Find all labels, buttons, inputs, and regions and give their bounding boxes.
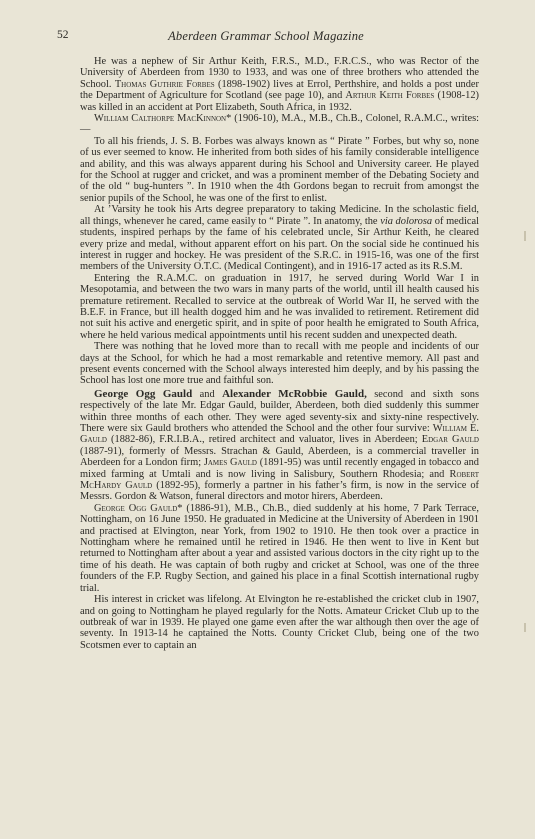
text-run: To all his friends, J. S. B. Forbes was always known as “ Pirate ” Forbes, but why so, none of us ever seemed to know. He inherited from both sides of his family considerable intelligence and ability, and this was always apparent during his School and University career. He played for the School at rugger and cricket, and was a prominent member of the Debating Society and of the old “ bug-hunters ”. In 1910 when the 4th Gordons began to recruit from amongst the senior pupils of the School, he was one of the first to enlist. xyxy=(80,135,479,204)
text-run: At ’Varsity he took his Arts degree preparatory to taking Medicine. In the scholastic field, all things, whenever he cared, came easily to “ Pirate ”. In anatomy, the xyxy=(80,204,479,227)
text-run: (1891-95) was until recently engaged in tobacco and mixed farming at Umtali and is now living in Salisbury, Southern Rhodesia; and xyxy=(80,457,480,480)
text-run: Edgar Gauld xyxy=(421,434,479,446)
text-run: (1892-95), formerly a partner in his father’s firm, is now in the service of Messrs. Gordon & Watson, funeral directors and motor hirers, Aberdeen. xyxy=(80,480,479,503)
text-run: Arthur Keith Forbes xyxy=(345,90,435,102)
text-run: second and sixth sons respectively of the late Mr. Edgar Gauld, builder, Aberdeen, both died suddenly this summer within three months of each other. They were aged seventy-six and sixty-nine respectively. There were six Gauld brothers who attended the School and the other four survive: xyxy=(80,388,480,434)
text-run: Thomas Guthrie Forbes xyxy=(114,78,215,90)
text-run: Alexander McRobbie Gauld, xyxy=(222,387,367,400)
margin-mark xyxy=(524,623,526,632)
text-run: (1898-1902) lives at Errol, Perthshire, and holds a post under the Department of Agriculture for Scotland (see page 10), and xyxy=(80,78,479,102)
text-run: via dolorosa xyxy=(380,215,433,227)
text-run: His interest in cricket was lifelong. At Elvington he re-established the cricket club in 1907, and on going to Nottingham he played regularly for the Notts. Amateur Cricket Club up to the outbreak of war in 1939. He played one game even after the war although then over the age of seventy. In 1913-14 he captained the Notts. County Cricket Club, being one of the two Scotsmen ever to captain an xyxy=(80,594,479,651)
text-run: James Gauld xyxy=(203,457,257,469)
text-run: Entering the R.A.M.C. on graduation in 1917, he served during World War I in Mesopotamia, and between the two wars in many parts of the world, until ill health caused his premature retirement. Recalled to service at the outbreak of World War II, he served with the B.E.F. in France, but ill health dogged him and he was invalided to retirement. Retirement did not suit his active and energetic spirit, and in spite of poor health he emigrated to South Africa, where he held various medical appointments until his recent sudden and unexpected death. xyxy=(80,272,479,341)
text-run: (1882-86), F.R.I.B.A., retired architect and valuator, lives in Aberdeen; xyxy=(106,434,422,446)
text-run: * (1886-91), M.B., Ch.B., died suddenly at his home, 7 Park Terrace, Nottingham, on 16 June 1950. He graduated in Medicine at the University of Aberdeen in 1901 and practised at Elvington, near York, from 1902 to 1910. He then took over a practice in Nottingham where he remained until he retired in 1946. He then went to live in Kent but returned to Nottingham after about a year and assisted various doctors in the city right up to the time of his death. He was captain of both rugby and cricket at School, was one of the three founders of the F.P. Rugby Section, and gained his place in a final Scottish international rugby trial. xyxy=(80,502,480,594)
text-run: and xyxy=(192,388,223,400)
text-run: George Ogg Gauld xyxy=(94,502,178,514)
running-title: Aberdeen Grammar School Magazine xyxy=(168,29,364,43)
text-run: There was nothing that he loved more than to recall with me people and incidents of our days at the School, for which he had a most remarkable and retentive memory. All past and present events concerned with the School always interested him deeply, and by his passing the School has lost one more true and faithful son. xyxy=(80,341,479,387)
text-run: William E. Gauld xyxy=(80,423,479,446)
text-run: He was a nephew of Sir Arthur Keith, F.R.S., M.D., F.R.C.S., who was Rector of the University of Aberdeen from 1930 to 1933, and was one of three brothers who attended the School. xyxy=(80,56,479,90)
text-run: George Ogg Gauld xyxy=(94,387,193,400)
text-run: Robert McHardy Gauld xyxy=(80,468,479,492)
text-run: * (1906-10), M.A., M.B., Ch.B., Colonel, R.A.M.C., writes:— xyxy=(80,113,480,136)
text-run: (1887-91), formerly of Messrs. Strachan & Gauld, Aberdeen, is a commercial traveller in Aberdeen for a London firm; xyxy=(80,445,479,469)
text-run: (1908-12) was killed in an accident at Port Elizabeth, South Africa, in 1932. xyxy=(80,90,479,113)
text-run: of medical students, inspired perhaps by the fame of his celebrated uncle, Sir Arthur Keith, he cleared every prize and medal, without apparent effort on his part. On the social side he continued his interest in rugger and hockey. He was president of the S.R.C. in 1915-16, was one of the first members of the University O.T.C. (Medical Contingent), and in 1916-17 acted as its R.S.M. xyxy=(80,215,479,273)
text-run: William Calthorpe MacKinnon xyxy=(94,113,227,125)
page-number: 52 xyxy=(57,29,69,41)
margin-mark xyxy=(524,231,526,241)
